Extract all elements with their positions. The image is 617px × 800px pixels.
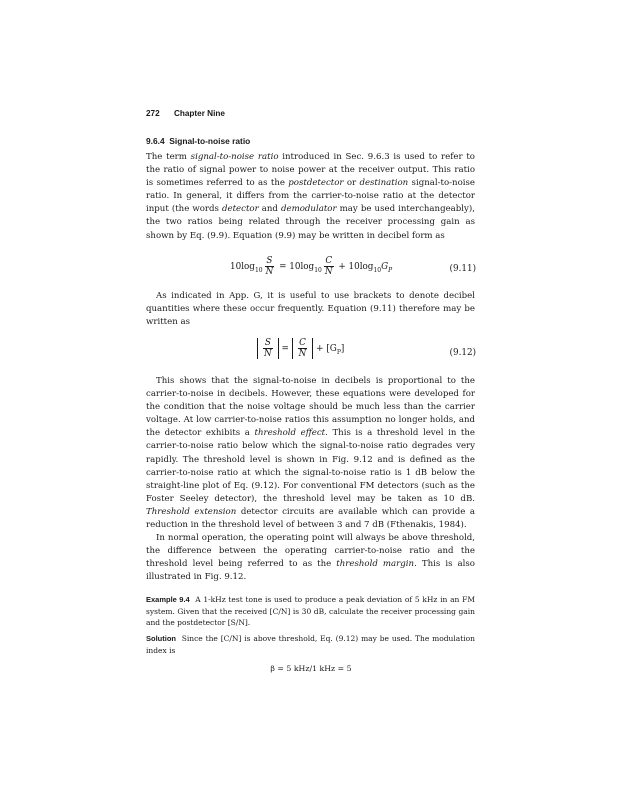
equation-number: (9.11) bbox=[449, 264, 476, 274]
modulation-index-equation: β = 5 kHz/1 kHz = 5 bbox=[270, 664, 352, 673]
solution: Solution Since the [C/N] is above threshold, Eq. (9.12) may be used. The modulation index is bbox=[146, 634, 475, 655]
running-header bbox=[146, 109, 225, 118]
section-title: Signal-to-noise ratio bbox=[169, 136, 251, 146]
paragraph-4: In normal operation, the operating point will always be above threshold, the difference between the operating carrier-to-noise ratio and the threshold level being referred to as the threshold margin. This is also illustrated in Fig. 9.12. bbox=[146, 533, 475, 583]
paragraph-1: The term signal-to-noise ratio introduced in Sec. 9.6.3 is used to refer to the ratio of signal power to noise power at the receiver output. This ratio is sometimes referred to as the postdetector or destination signal-to-noise ratio. In general, it differs from the carrier-to-noise ratio at the detector input (the words detector and demodulator may be used interchangeably), the two ratios being related through the receiver processing gain as shown by Eq. (9.9). Equation (9.9) may be written in decibel form as bbox=[146, 152, 475, 241]
chapter-title: Chapter Nine bbox=[173, 109, 225, 118]
paragraph-3: This shows that the signal-to-noise in decibels is proportional to the carrier-to-noise in decibels. However, these equations were developed for the condition that the noise voltage should be much less than the carrier voltage. At low carrier-to-noise ratios this assumption no longer holds, and the detector exhibits a threshold effect. This is a threshold level in the carrier-to-noise ratio below which the signal-to-noise ratio degrades very rapidly. The threshold level is shown in Fig. 9.12 and is defined as the carrier-to-noise ratio at which the signal-to-noise ratio is 1 dB below the straight-line plot of Eq. (9.12). For conventional FM detectors (such as the Foster Seeley detector), the threshold level may be taken as 10 dB. Threshold extension detector circuits are available which can provide a reduction in the threshold level of between 3 and 7 dB (Fthenakis, 1984). bbox=[146, 376, 475, 531]
equation-number: (9.12) bbox=[449, 348, 476, 358]
page-number: 272 bbox=[146, 109, 160, 118]
example-9-4: Example 9.4 A 1-kHz test tone is used to produce a peak deviation of 5 kHz in an FM system. Given that the received [C/N] is 30 dB, calculate the receiver processing gain and the postdetector [S/N]. bbox=[146, 595, 475, 628]
section-heading bbox=[146, 136, 250, 146]
section-number: 9.6.4 bbox=[146, 136, 165, 146]
paragraph-2: As indicated in App. G, it is useful to use brackets to denote decibel quantities where these occur frequently. Equation (9.11) therefore may be written as bbox=[146, 291, 475, 328]
